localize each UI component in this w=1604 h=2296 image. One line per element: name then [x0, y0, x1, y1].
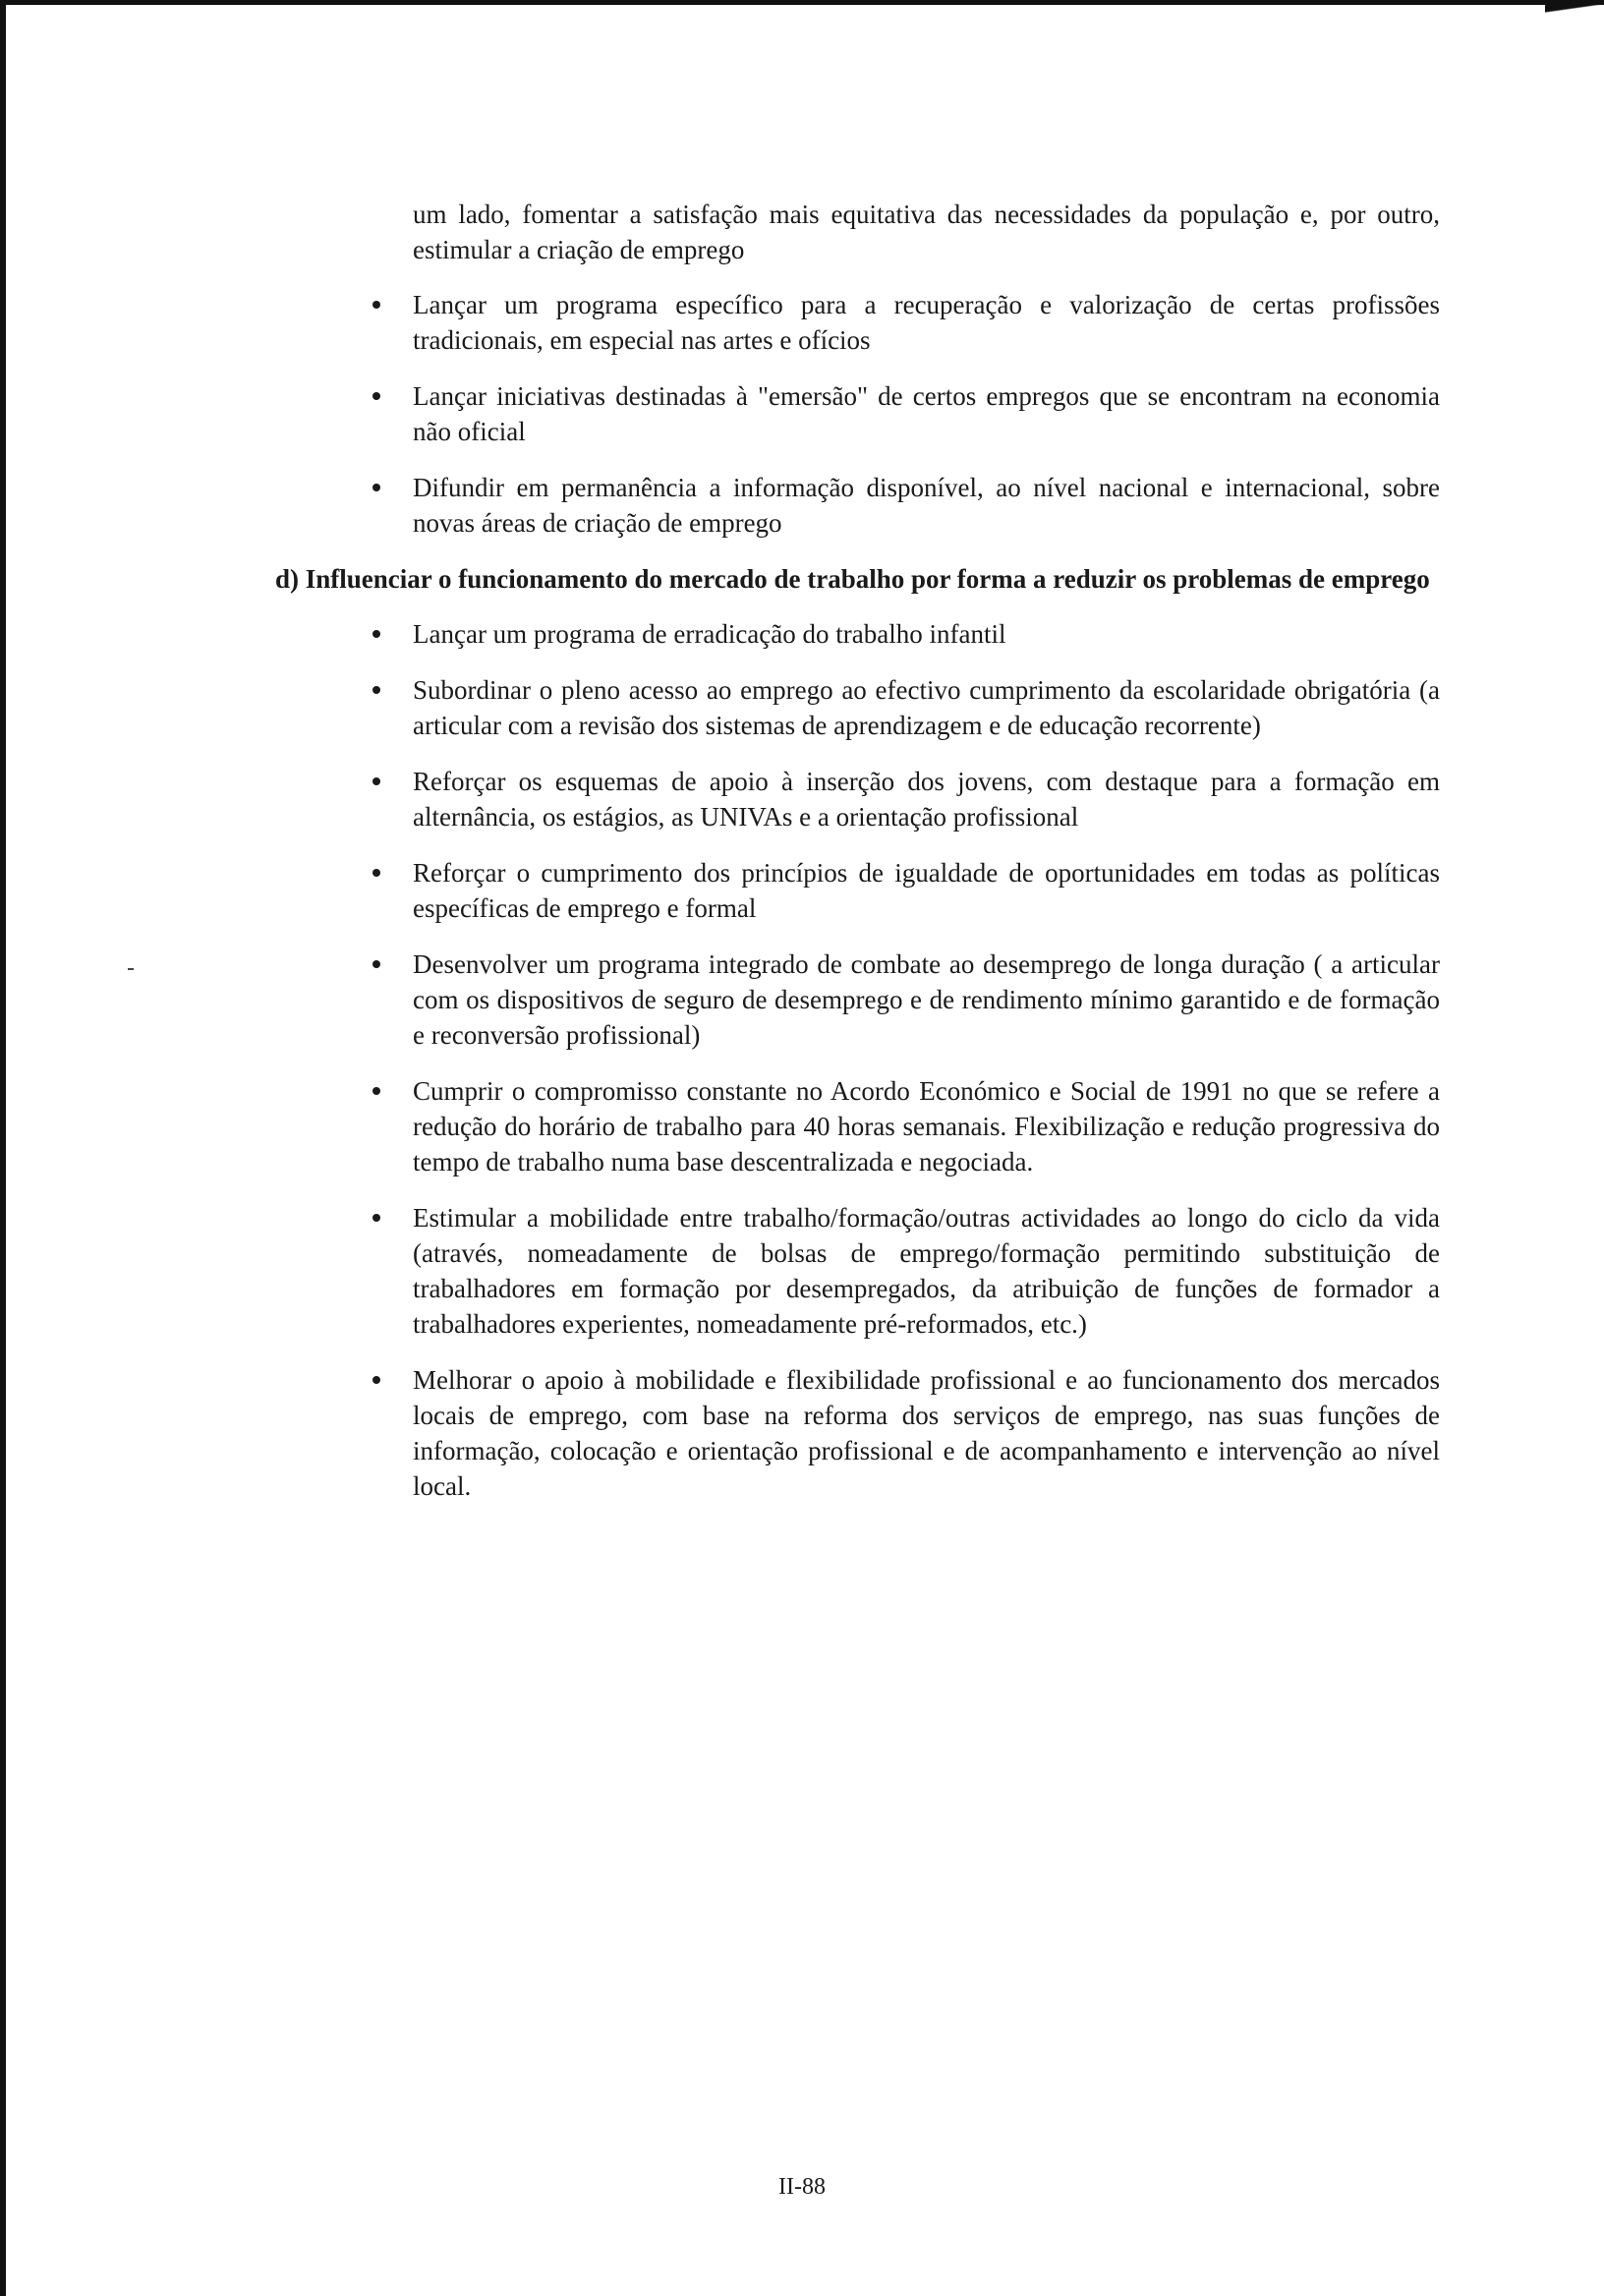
bullet-dot-icon: [372, 960, 380, 968]
bullet-dot-icon: [372, 869, 380, 877]
list-item: [275, 947, 1440, 1053]
bullet-list-c: [275, 287, 1440, 541]
list-item: [275, 378, 1440, 449]
bullet-dot-icon: [372, 777, 380, 785]
bullet-dot-icon: [372, 301, 380, 309]
list-item: [275, 764, 1440, 834]
list-item-text: Reforçar os esquemas de apoio à inserção dos jovens, com destaque para a formação em alternância, os estágios, as UNIVAs e a orientação profissional: [413, 767, 1440, 832]
intro-paragraph: um lado, fomentar a satisfação mais equitativa das necessidades da população e, por outro, estimular a criação de emprego: [413, 200, 1440, 264]
document-body: [275, 197, 1440, 1524]
list-item: [275, 672, 1440, 743]
section-d-heading: d) Influenciar o funcionamento do mercado de trabalho por forma a reduzir os problemas de emprego: [275, 564, 1430, 594]
list-item: [275, 287, 1440, 358]
page-number: II-88: [778, 2174, 826, 2200]
bullet-dot-icon: [372, 1087, 380, 1095]
list-item-text: Reforçar o cumprimento dos princípios de igualdade de oportunidades em todas as políticas específicas de emprego e formal: [413, 858, 1440, 923]
bullet-dot-icon: [372, 392, 380, 400]
list-item-text: Subordinar o pleno acesso ao emprego ao efectivo cumprimento da escolaridade obrigatória (a articular com a revisão dos sistemas de aprendizagem e de educação recorrente): [413, 675, 1440, 740]
list-item: [275, 1073, 1440, 1179]
stray-mark: [128, 968, 134, 970]
list-item-text: Difundir em permanência a informação disponível, ao nível nacional e internacional, sobre novas áreas de criação de emprego: [413, 473, 1440, 538]
list-item-text: Cumprir o compromisso constante no Acordo Económico e Social de 1991 no que se refere a redução do horário de trabalho para 40 horas semanais. Flexibilização e redução progressiva do tempo de trabalho numa base descentralizada e negociada.: [413, 1076, 1440, 1177]
list-item-text: Lançar um programa de erradicação do trabalho infantil: [413, 619, 1006, 649]
bullet-dot-icon: [372, 484, 380, 491]
scan-border-top: [0, 0, 1604, 5]
list-item-text: Desenvolver um programa integrado de combate ao desemprego de longa duração ( a articular com os dispositivos de seguro de desemprego e de rendimento mínimo garantido e de formação e reconversão profissional): [413, 949, 1440, 1050]
bullet-dot-icon: [372, 630, 380, 638]
list-item: [275, 855, 1440, 926]
scan-border-left: [0, 0, 6, 2296]
bullet-dot-icon: [372, 686, 380, 694]
list-item: [275, 470, 1440, 541]
list-item: [275, 1200, 1440, 1342]
bullet-list-d: [275, 616, 1440, 1504]
bullet-dot-icon: [372, 1376, 380, 1384]
list-item: [275, 616, 1440, 652]
list-item-text: Melhorar o apoio à mobilidade e flexibilidade profissional e ao funcionamento dos mercados locais de emprego, com base na reforma dos serviços de emprego, nas suas funções de informação, colocação e orientação profissional e de acompanhamento e intervenção ao nível local.: [413, 1365, 1440, 1501]
bullet-dot-icon: [372, 1214, 380, 1222]
list-item: [275, 1362, 1440, 1504]
list-item-text: Estimular a mobilidade entre trabalho/formação/outras actividades ao longo do ciclo da vida (através, nomeadamente de bolsas de emprego/formação permitindo substituição de trabalhadores em formação por desempregados, da atribuição de funções de formador a trabalhadores experientes, nomeadamente pré-reformados, etc.): [413, 1203, 1440, 1339]
list-item-text: Lançar um programa específico para a recuperação e valorização de certas profissões tradicionais, em especial nas artes e ofícios: [413, 290, 1440, 355]
list-item-text: Lançar iniciativas destinadas à "emersão" de certos empregos que se encontram na economia não oficial: [413, 381, 1440, 446]
scan-corner-mark: [1545, 0, 1604, 18]
